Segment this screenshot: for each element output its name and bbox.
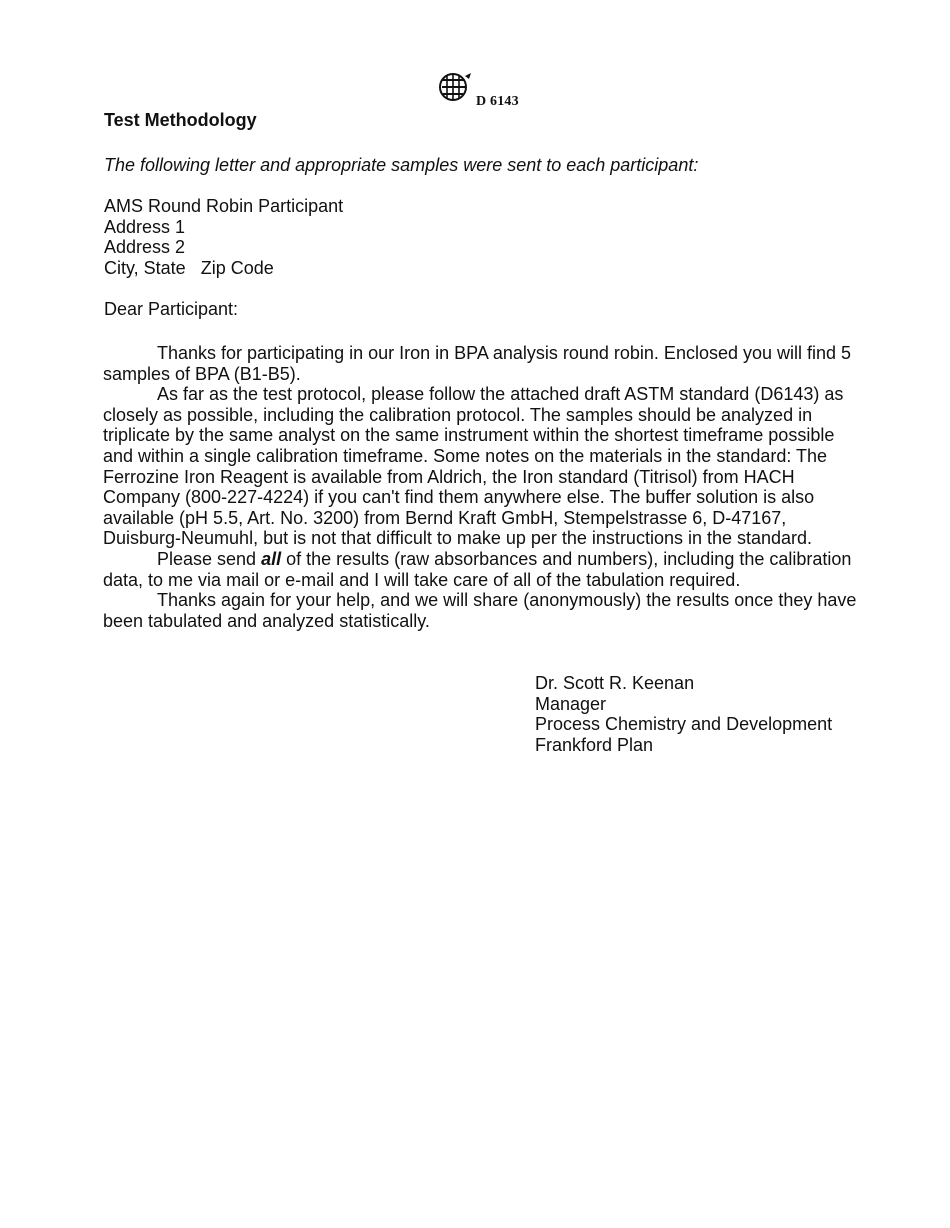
paragraph: As far as the test protocol, please follow the attached draft ASTM standard (D6143) as closely as possible, including the calibration protocol. The samples should be analyzed in triplicate by the same analyst on the same instrument within the shortest timeframe possible and within a single calibration timeframe. Some notes on the materials in the standard: The Ferrozine Iron Reagent is available from Aldrich, the Iron standard (Titrisol) from HACH Company (800-227-4224) if you can't find them anywhere else. The buffer solution is also available (pH 5.5, Art. No. 3200) from Bernd Kraft GmbH, Stempelstrasse 6, D-47167, Duisburg-Neumuhl, but is not that difficult to make up per the instructions in the standard. <box>103 384 844 549</box>
signature-line: Manager <box>535 693 607 714</box>
emphasis-text: all <box>261 548 282 569</box>
signature-line: Process Chemistry and Development <box>535 714 833 735</box>
signature-block <box>535 673 832 755</box>
address-line: City, State Zip Code <box>104 257 274 278</box>
address-line: Address 1 <box>104 216 186 237</box>
paragraph-text: Please send <box>157 548 262 569</box>
paragraph <box>103 549 863 590</box>
letter-body <box>103 343 863 631</box>
salutation: Dear Participant: <box>104 299 239 319</box>
paragraph: Thanks again for your help, and we will share (anonymously) the results once they have been tabulated and analyzed statistically. <box>103 590 857 631</box>
section-intro: The following letter and appropriate samples were sent to each participant: <box>104 155 699 175</box>
paragraph-text: of the results (raw absorbances and numbers), including the calibration data, to me via mail or e-mail and I will take care of all of the tabulation required. <box>103 548 852 590</box>
address-line: Address 2 <box>104 237 186 257</box>
standard-designation: D 6143 <box>476 94 519 109</box>
signature-line: Dr. Scott R. Keenan <box>535 673 695 693</box>
section-title: Test Methodology <box>104 110 257 130</box>
signature-line: Frankford Plan <box>535 734 654 755</box>
astm-logo-icon <box>436 70 476 104</box>
recipient-address <box>104 196 343 278</box>
address-line: AMS Round Robin Participant <box>104 196 344 216</box>
paragraph: Thanks for participating in our Iron in BPA analysis round robin. Enclosed you will find 5 samples of BPA (B1-B5). <box>103 343 852 384</box>
